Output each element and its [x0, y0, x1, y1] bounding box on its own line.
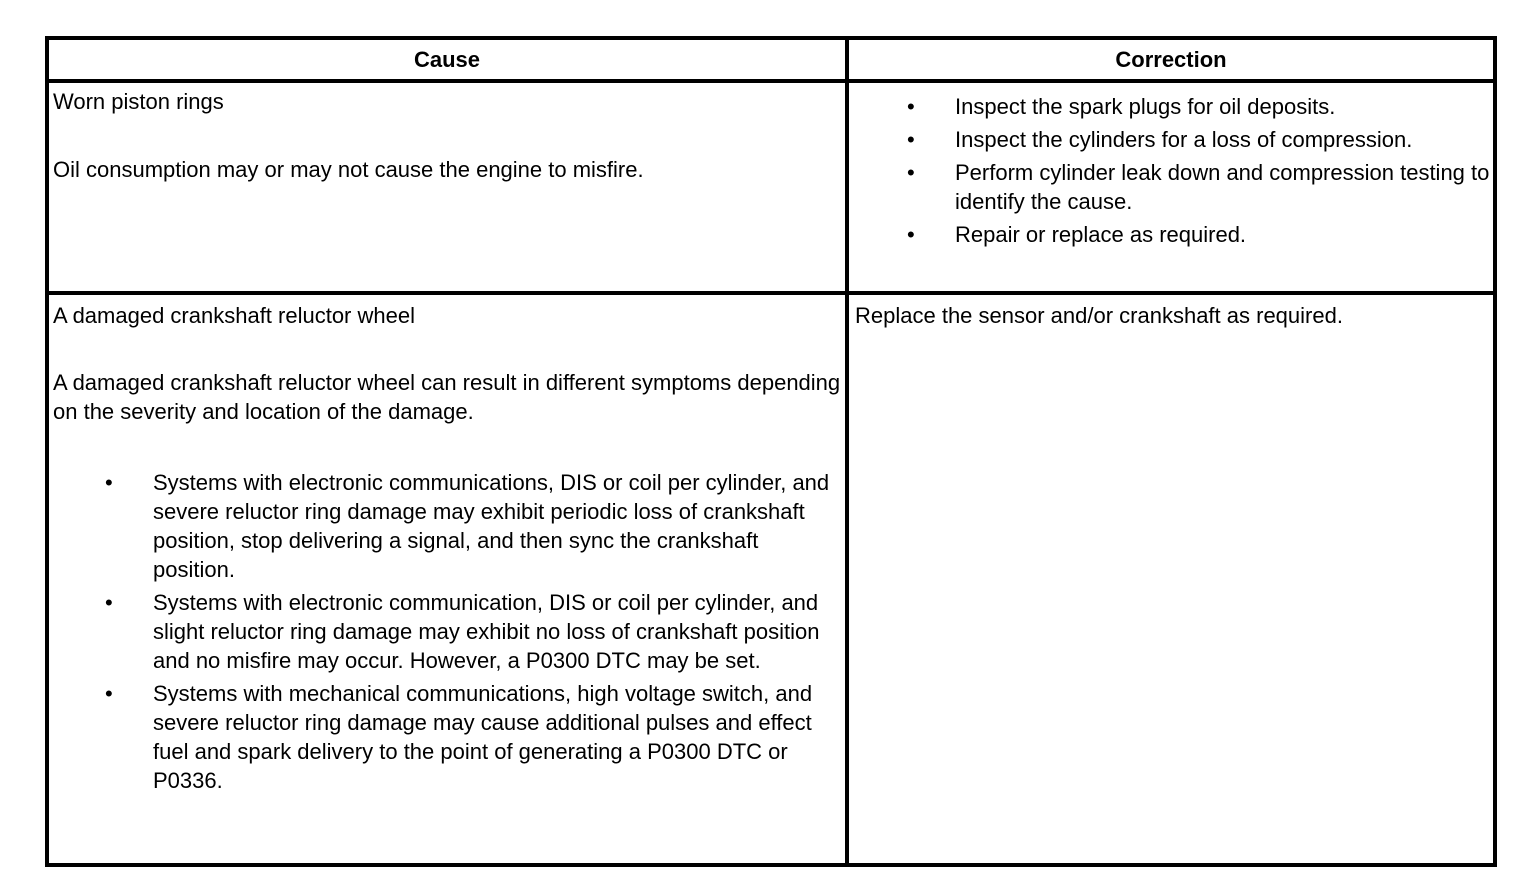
correction-text: Replace the sensor and/or crankshaft as required.	[855, 303, 1343, 328]
cause-note: A damaged crankshaft reluctor wheel can result in different symptoms depending on the severity and location of the damage.	[53, 370, 841, 424]
list-item: • Inspect the cylinders for a loss of compression.	[907, 127, 1413, 152]
header-cause: Cause	[413, 46, 481, 72]
row-1-correction	[855, 92, 1491, 253]
cause-note: Oil consumption may or may not cause the engine to misfire.	[53, 157, 644, 182]
row-divider	[49, 291, 1493, 295]
correction-list	[855, 92, 1491, 249]
list-item: • Inspect the spark plugs for oil deposits.	[907, 94, 1336, 119]
cause-correction-table	[45, 36, 1497, 867]
row-2-cause	[53, 301, 843, 799]
header-divider	[49, 79, 1493, 83]
header-correction: Correction	[1115, 46, 1227, 72]
list-item: • Systems with mechanical communications, high voltage switch, and severe reluctor ring damage may cause additional pulses and effect fuel and spark delivery to the point of generating a P0300 DTC or P0336.	[105, 681, 813, 793]
row-2-correction	[855, 301, 1491, 330]
list-item: • Systems with electronic communication, DIS or coil per cylinder, and slight reluctor ring damage may exhibit no loss of crankshaft position and no misfire may occur. However, a P0300 DTC may be set.	[105, 590, 820, 673]
list-item: • Perform cylinder leak down and compression testing to identify the cause.	[907, 160, 1490, 214]
cause-list	[53, 468, 843, 795]
list-item: • Repair or replace as required.	[907, 222, 1247, 247]
column-divider	[845, 40, 849, 863]
row-1-cause	[53, 87, 841, 184]
cause-title: A damaged crankshaft reluctor wheel	[53, 303, 415, 328]
list-item: • Systems with electronic communications, DIS or coil per cylinder, and severe reluctor ring damage may exhibit periodic loss of crankshaft position, stop delivering a signal, and then sync the crankshaft position.	[105, 470, 830, 582]
cause-title: Worn piston rings	[53, 89, 224, 114]
